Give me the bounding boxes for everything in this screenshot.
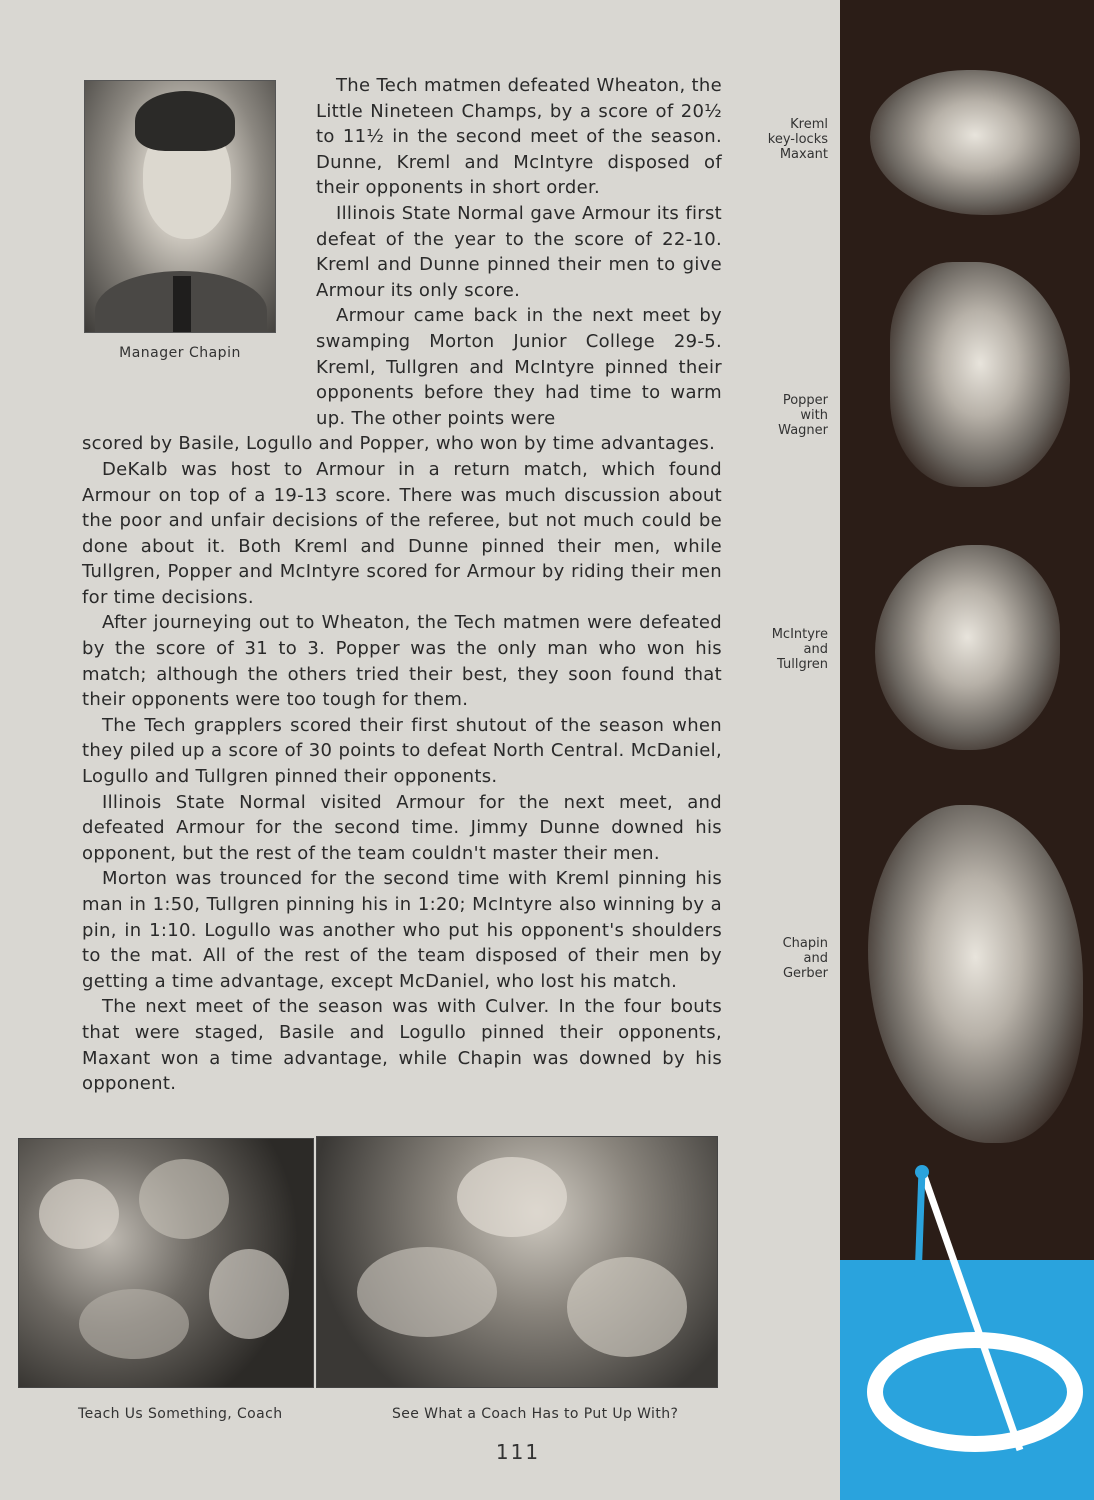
coach-group-photo <box>18 1138 314 1388</box>
paragraph: The next meet of the season was with Culver. In the four bouts that were staged, Basile and Logullo pinned their opponents, Maxant won a time advantage, while Chapin was downed by his opponent. <box>82 996 722 1095</box>
paragraph: Illinois State Normal gave Armour its first defeat of the year to the score of 22-10. Kreml and Dunne pinned their men to give Armour its only score. <box>316 202 722 301</box>
portrait-caption: Manager Chapin <box>119 345 241 361</box>
wrestling-photo <box>875 545 1060 750</box>
photo-caption: Teach Us Something, Coach <box>78 1406 283 1422</box>
paragraph: DeKalb was host to Armour in a return match, which found Armour on top of a 19-13 score. There was much discussion about the poor and unfair decisions of the referee, but not much could be done about it. Both Kreml and Dunne pinned their men, while Tullgren, Popper and McIntyre scored for Armour by riding their men for time decisions. <box>82 458 722 608</box>
compass-logo-icon <box>860 1160 1090 1480</box>
side-caption: Chapin and Gerber <box>782 936 828 981</box>
article-body <box>82 73 722 1097</box>
paragraph: The Tech grapplers scored their first shutout of the season when they piled up a score of 30 points to defeat North Central. McDaniel, Logullo and Tullgren pinned their opponents. <box>82 714 722 788</box>
paragraph: Illinois State Normal visited Armour for the next meet, and defeated Armour for the second time. Jimmy Dunne downed his opponent, but the rest of the team couldn't master their men. <box>82 791 722 864</box>
paragraph: scored by Basile, Logullo and Popper, who won by time advantages. <box>82 433 716 455</box>
side-caption: McIntyre and Tullgren <box>771 627 828 672</box>
photo-caption: See What a Coach Has to Put Up With? <box>392 1406 679 1422</box>
wrestling-pile-photo <box>316 1136 718 1388</box>
side-caption: Popper with Wagner <box>778 393 828 438</box>
paragraph: Armour came back in the next meet by swamping Morton Junior College 29-5. Kreml, Tullgren and McIntyre pinned their opponents before they had time to warm up. The other points were <box>316 305 722 429</box>
paragraph: Morton was trounced for the second time with Kreml pinning his man in 1:50, Tullgren pinning his in 1:20; McIntyre also winning by a pin, in 1:10. Logullo was another who put his opponent's shoulders to the mat. All of the rest of the team disposed of their men by getting a time advantage, except McDaniel, who lost his match. <box>82 868 722 992</box>
page-number: 111 <box>495 1440 541 1464</box>
paragraph: After journeying out to Wheaton, the Tech matmen were defeated by the score of 31 to 3. Popper was the only man who won his match; although the others tried their best, they soon found that their opponents were too tough for them. <box>82 612 722 711</box>
paragraph: The Tech matmen defeated Wheaton, the Little Nineteen Champs, by a score of 20½ to 11½ in the second meet of the season. Dunne, Kreml and McIntyre disposed of their opponents in short order. <box>316 75 722 199</box>
side-caption: Kreml key-locks Maxant <box>767 117 828 162</box>
